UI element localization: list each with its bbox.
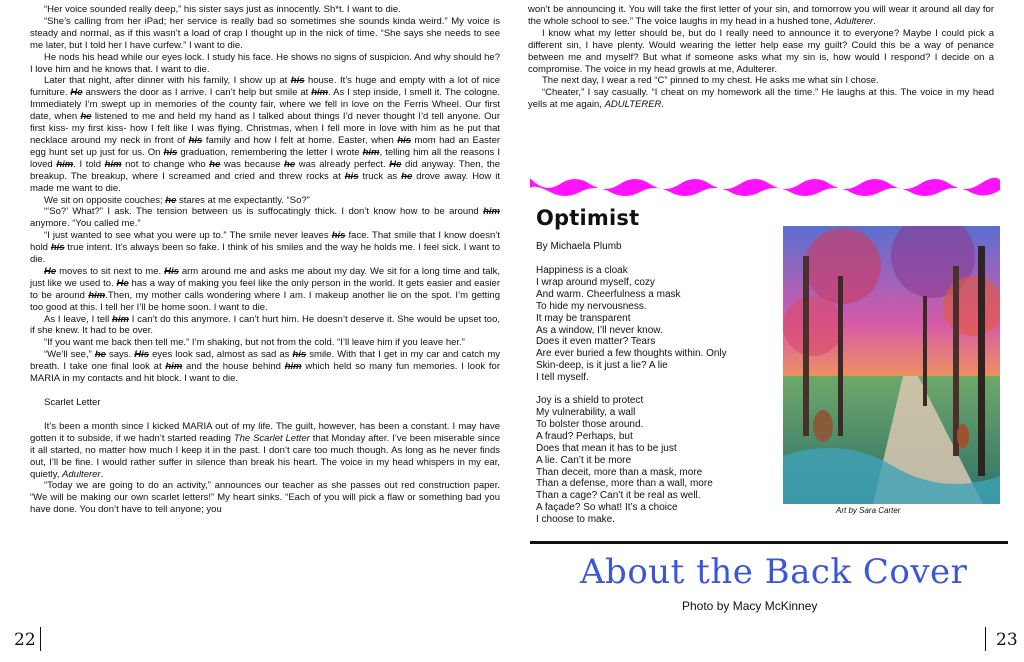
- story-left-column: [30, 4, 500, 516]
- poem-line: Skin-deep, is it just a lie? A lie: [536, 360, 668, 372]
- struck-word: him: [311, 87, 329, 99]
- text: arm around me and asks me about my day. We sit for a long time and talk, just like we used to.: [30, 265, 500, 289]
- text: graduation, remembering the letter I wrote: [177, 146, 363, 158]
- struck-word: his: [50, 242, 65, 254]
- text: . As I step inside, I smell it. The cologne. Immediately I’m swept up in memories of the county fair, where we fell in love on the Ferris Wheel. Our first date, when: [30, 87, 500, 123]
- text: smile. With that I get in my car and catch my breath. I take one final look at: [30, 349, 500, 373]
- struck-word: him: [362, 146, 380, 158]
- struck-word: him: [165, 361, 183, 373]
- struck-word: him: [56, 158, 74, 170]
- text: answers the door as I arrive. I can’t help but smile at: [82, 87, 312, 99]
- struck-word: his: [331, 230, 346, 242]
- struck-word: he: [209, 158, 221, 170]
- text: says.: [105, 349, 135, 361]
- wave-divider-icon: [530, 170, 1000, 198]
- text: not to change who: [121, 158, 210, 170]
- spacer: [30, 409, 500, 421]
- text: . I told: [73, 158, 105, 170]
- struck-word: him: [104, 158, 122, 170]
- poem-line: As a window, I’ll never know.: [536, 324, 663, 336]
- text: .: [873, 15, 876, 27]
- story-paragraph: He nods his head while our eyes lock. I study his face. He shows no signs of suspicion. And why should he? I love him and he knows that. I want to die.: [30, 51, 500, 75]
- struck-word: him: [483, 206, 500, 218]
- text: .Then, my mother calls wondering where I am. I makeup another lie on the spot. I’m getting too good at this. I tell her I’ll be home soon. I want to die.: [30, 289, 500, 313]
- text: I can’t do this anymore. I can’t hurt him. He doesn’t deserve it. She would be upset too, if she knew. It had to be over.: [30, 313, 501, 337]
- struck-word: he: [401, 170, 413, 182]
- struck-word: he: [94, 349, 106, 361]
- text: stares at me expectantly. “So?”: [176, 194, 310, 206]
- text: , telling him all the reasons I loved: [30, 146, 500, 170]
- text: “Cheater,” I say casually. “I cheat on my homework all the time.” He laughs at this. The voice in my head yells at me again,: [528, 87, 994, 111]
- poem-body: [536, 265, 776, 526]
- text: listened to me and held my hand as I talked about things I’d never thought I’d tell anyone. Our first kiss- my first kiss- how I felt like I was flying. Christmas, when I fell more in love with him as he put that necklace around my neck in front of: [30, 111, 500, 146]
- text: house. It’s huge and empty with a lot of nice furniture.: [30, 75, 500, 99]
- story-right-column: [528, 4, 994, 111]
- spacer: [30, 385, 500, 397]
- poem-line: My vulnerability, a wall: [536, 406, 636, 418]
- struck-word: he: [80, 111, 92, 123]
- story-paragraph: [528, 4, 994, 28]
- text: Later that night, after dinner with his family, I show up at: [44, 75, 291, 87]
- struck-word: his: [163, 146, 178, 158]
- book-title: The Scarlet Letter: [233, 432, 310, 444]
- poem-line: I wrap around myself, cozy: [536, 276, 655, 288]
- text: moves to sit next to me.: [56, 265, 165, 277]
- poem-line: Than a defense, more than a wall, more: [536, 478, 713, 490]
- emphasis: Adulterer: [834, 15, 874, 27]
- text: was already perfect.: [295, 158, 390, 170]
- page-number-divider: [40, 627, 41, 651]
- struck-word: he: [165, 194, 177, 206]
- story-paragraph: [30, 314, 500, 338]
- poem-line: A lie. Can’t it be more: [536, 454, 632, 466]
- poem-line: I tell myself.: [536, 372, 589, 384]
- text: It’s been a month since I kicked MARIA out of my life. The guilt, however, has been a constant. I may have gotten it to subside, if we hadn’t started reading: [30, 420, 500, 444]
- text: has a way of making you feel like the only person in the world. It gets easier and easier to be around: [30, 277, 500, 301]
- photo-credit: Photo by Macy McKinney: [682, 599, 818, 613]
- struck-word: his: [290, 75, 305, 87]
- text: family and how I felt at home. Easter, when: [202, 134, 398, 146]
- text: .: [100, 468, 104, 480]
- back-cover-title: About the Back Cover: [580, 552, 968, 592]
- forest-painting-icon: [783, 226, 1000, 504]
- struck-word: his: [344, 170, 359, 182]
- struck-word: He: [389, 158, 402, 170]
- text: We sit on opposite couches;: [44, 194, 166, 206]
- story-paragraph: “If you want me back then tell me.” I’m shaking, but not from the cold. “I’ll leave him if you leave her.”: [44, 337, 465, 349]
- story-paragraph: [30, 230, 500, 266]
- struck-word: he: [284, 158, 296, 170]
- struck-word: his: [292, 349, 307, 361]
- struck-word: him: [112, 313, 129, 325]
- story-paragraph: The next day, I wear a red “C” pinned to my chest. He asks me what sin I chose.: [542, 75, 879, 87]
- section-heading: Scarlet Letter: [44, 397, 101, 408]
- text: As I leave, I tell: [44, 313, 113, 325]
- page-number-divider: [985, 627, 986, 651]
- text: face. That smile that I know doesn’t hold: [30, 230, 500, 254]
- section-rule: [530, 541, 1008, 544]
- poem-line: Than deceit, more than a mask, more: [536, 466, 703, 478]
- story-paragraph: [30, 75, 500, 194]
- poem-line: And warm. Cheerfulness a mask: [536, 288, 681, 300]
- struck-word: him: [284, 361, 302, 373]
- text: anymore. “You called me.”: [30, 218, 141, 230]
- text: that Monday after. I’ve been miserable since it all started, no matter how much I keep it in the past. I don’t care too much though. As long as he never finds out, I’ll be fine. I would rather suffer in silence than break his heart. The voice in my head whispers in my ear, quietly,: [30, 432, 500, 480]
- text: drove away. How it made me want to die.: [30, 170, 500, 194]
- story-paragraph: [30, 195, 500, 207]
- struck-word: His: [134, 349, 150, 361]
- poem-line: Joy is a shield to protect: [536, 395, 644, 407]
- emphasis: ADULTERER: [604, 99, 662, 111]
- text: “‘So?’ What?” I ask. The tension between us is suffocatingly thick. I don’t know how to be around: [44, 206, 484, 218]
- text: won’t be announcing it. You will take the first letter of your sin, and tomorrow you will wear it around all day for the whole school to see.” The voice laughs in my head in a hushed tone,: [528, 4, 994, 27]
- stanza-break: [536, 384, 776, 395]
- poem-line: Are ever buried a few thoughts within. Only: [536, 348, 727, 360]
- poem-line: To bolster those around.: [536, 418, 644, 430]
- story-paragraph: “Her voice sounded really deep,” his sister says just as innocently. Sh*t. I want to die.: [44, 4, 401, 15]
- poem-line: It may be transparent: [536, 312, 631, 324]
- emphasis: Adulterer: [62, 468, 101, 480]
- struck-word: his: [397, 134, 412, 146]
- struck-word: his: [188, 134, 203, 146]
- story-paragraph: [30, 206, 500, 230]
- text: truck as: [358, 170, 402, 182]
- text: was because: [220, 158, 285, 170]
- text: and the house behind: [182, 361, 285, 373]
- struck-word: He: [44, 265, 57, 277]
- poem-byline: By Michaela Plumb: [536, 241, 622, 252]
- text: did anyway. Then, the breakup. The breakup, where I screamed and cried and threw rocks at: [30, 158, 501, 182]
- story-paragraph: [30, 266, 500, 314]
- struck-word: He: [116, 277, 129, 289]
- poem-line: A fraud? Perhaps, but: [536, 430, 633, 442]
- art-credit: Art by Sara Carter: [836, 506, 901, 515]
- story-paragraph: [30, 349, 500, 385]
- poem-line: I choose to make.: [536, 514, 615, 526]
- text: which held so many fun memories. I look for MARIA in my contacts and hit block. I want to die.: [30, 361, 500, 385]
- struck-word: He: [70, 87, 83, 99]
- page-number-right: 23: [996, 630, 1018, 650]
- poem-line: Happiness is a cloak: [536, 265, 628, 276]
- struck-word: His: [164, 265, 179, 277]
- poem-line: A façade? So what! It’s a choice: [536, 502, 678, 514]
- text: eyes look sad, almost as sad as: [149, 349, 293, 361]
- text: true intent. It’s always been so fake. I think of his smiles and the way he holds me. I feel sick. I want to die.: [30, 242, 500, 266]
- text: .: [661, 99, 665, 111]
- text: “We’ll see,”: [44, 349, 95, 361]
- page-number-left: 22: [14, 630, 36, 650]
- text: mom had an Easter egg hunt set up just for us. On: [30, 134, 501, 158]
- poem-title: Optimist: [536, 206, 640, 230]
- poem-line: Than a cage? Can’t it be real as well.: [536, 490, 701, 502]
- story-paragraph: I know what my letter should be, but do I really need to announce it to everyone? Maybe I could pick a different sin, I have plenty. Would wearing the letter help ease my guilt? Could this be a way of penance between me and myself? But what if someone asks what my sin is, how would I respond? I decide on a compromise. The voice in my head growls at me, Adulterer.: [528, 27, 994, 75]
- story-paragraph: “She’s calling from her iPad; her service is really bad so sometimes she sounds kinda weird.” My voice is steady and normal, as if this wasn’t a load of crap I thought up in the nick of time. “She says she needs to see me later, but I told her I have curfew.” I want to die.: [30, 15, 500, 51]
- struck-word: him: [88, 289, 106, 301]
- story-paragraph: [30, 421, 500, 481]
- poem-line: To hide my nervousness.: [536, 300, 647, 312]
- poem-line: Does that mean it has to be just: [536, 442, 677, 454]
- story-paragraph: [528, 87, 994, 111]
- poem-line: Does it even matter? Tears: [536, 336, 656, 348]
- text: “I just wanted to see what you were up to.” The smile never leaves: [44, 230, 332, 242]
- story-paragraph: “Today we are going to do an activity,” announces our teacher as she passes out red construction paper. “We will be making our own scarlet letters!” My heart sinks. “Each of you will pick a flaw or something bad you have done. You don’t have to tell anyone; you: [30, 480, 500, 516]
